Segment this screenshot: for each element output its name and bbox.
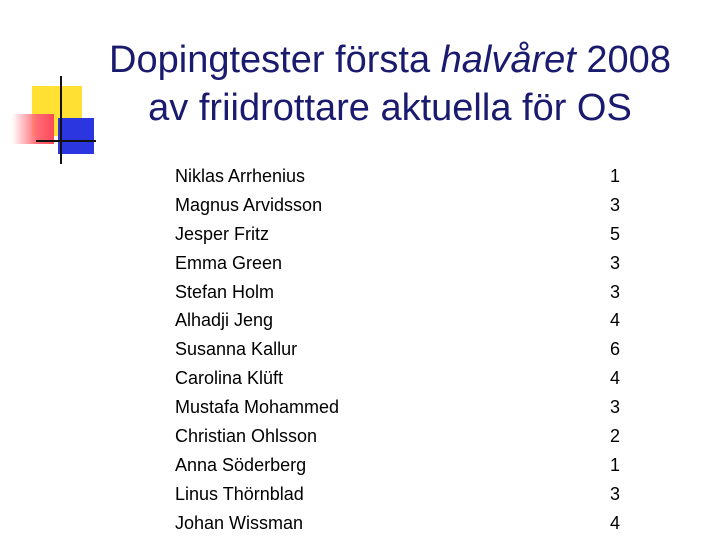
test-count: 3 <box>609 483 620 504</box>
table-row <box>175 191 635 220</box>
test-count: 3 <box>609 252 620 273</box>
table-row <box>175 220 635 249</box>
athlete-name: Jesper Fritz <box>175 223 270 244</box>
title-italic: halvåret <box>440 39 576 81</box>
athlete-name: Alhadji Jeng <box>175 310 274 331</box>
athlete-name: Emma Green <box>175 252 283 273</box>
table-row <box>175 335 635 364</box>
test-count: 3 <box>609 194 620 215</box>
athlete-name: Niklas Arrhenius <box>175 166 306 186</box>
title-line-1 <box>60 36 720 84</box>
test-count: 6 <box>609 339 620 360</box>
athlete-name: Susanna Kallur <box>175 339 298 360</box>
athlete-name: Magnus Arvidsson <box>175 194 323 215</box>
athlete-name: Johan Wissman <box>175 512 304 533</box>
table-row <box>175 393 635 422</box>
table-row <box>175 422 635 451</box>
table-row <box>175 451 635 480</box>
athlete-name: Mustafa Mohammed <box>175 397 340 418</box>
table-row <box>175 278 635 307</box>
title-line-2: av friidrottare aktuella för OS <box>148 87 632 129</box>
title-part-1: Dopingtester första <box>109 39 441 81</box>
test-count: 3 <box>609 397 620 418</box>
table-row <box>175 480 635 509</box>
doping-test-table <box>175 162 635 538</box>
title-part-2: 2008 <box>575 39 671 81</box>
test-count: 1 <box>609 166 620 186</box>
logo-horizontal-line <box>36 140 96 142</box>
test-count: 4 <box>609 368 620 389</box>
athlete-name: Stefan Holm <box>175 281 275 302</box>
test-count: 5 <box>609 223 620 244</box>
test-count: 3 <box>609 281 620 302</box>
athlete-name: Carolina Klüft <box>175 368 284 389</box>
table-row <box>175 364 635 393</box>
athlete-name: Anna Söderberg <box>175 454 307 475</box>
athlete-name: Linus Thörnblad <box>175 483 304 504</box>
test-count: 2 <box>609 426 620 447</box>
table-row <box>175 509 635 538</box>
test-count: 4 <box>609 310 620 331</box>
test-count: 1 <box>609 454 620 475</box>
table-row <box>175 306 635 335</box>
table-row <box>175 249 635 278</box>
athlete-name: Christian Ohlsson <box>175 426 318 447</box>
slide-title <box>60 36 720 132</box>
test-count: 4 <box>609 512 620 533</box>
table-row <box>175 162 635 191</box>
